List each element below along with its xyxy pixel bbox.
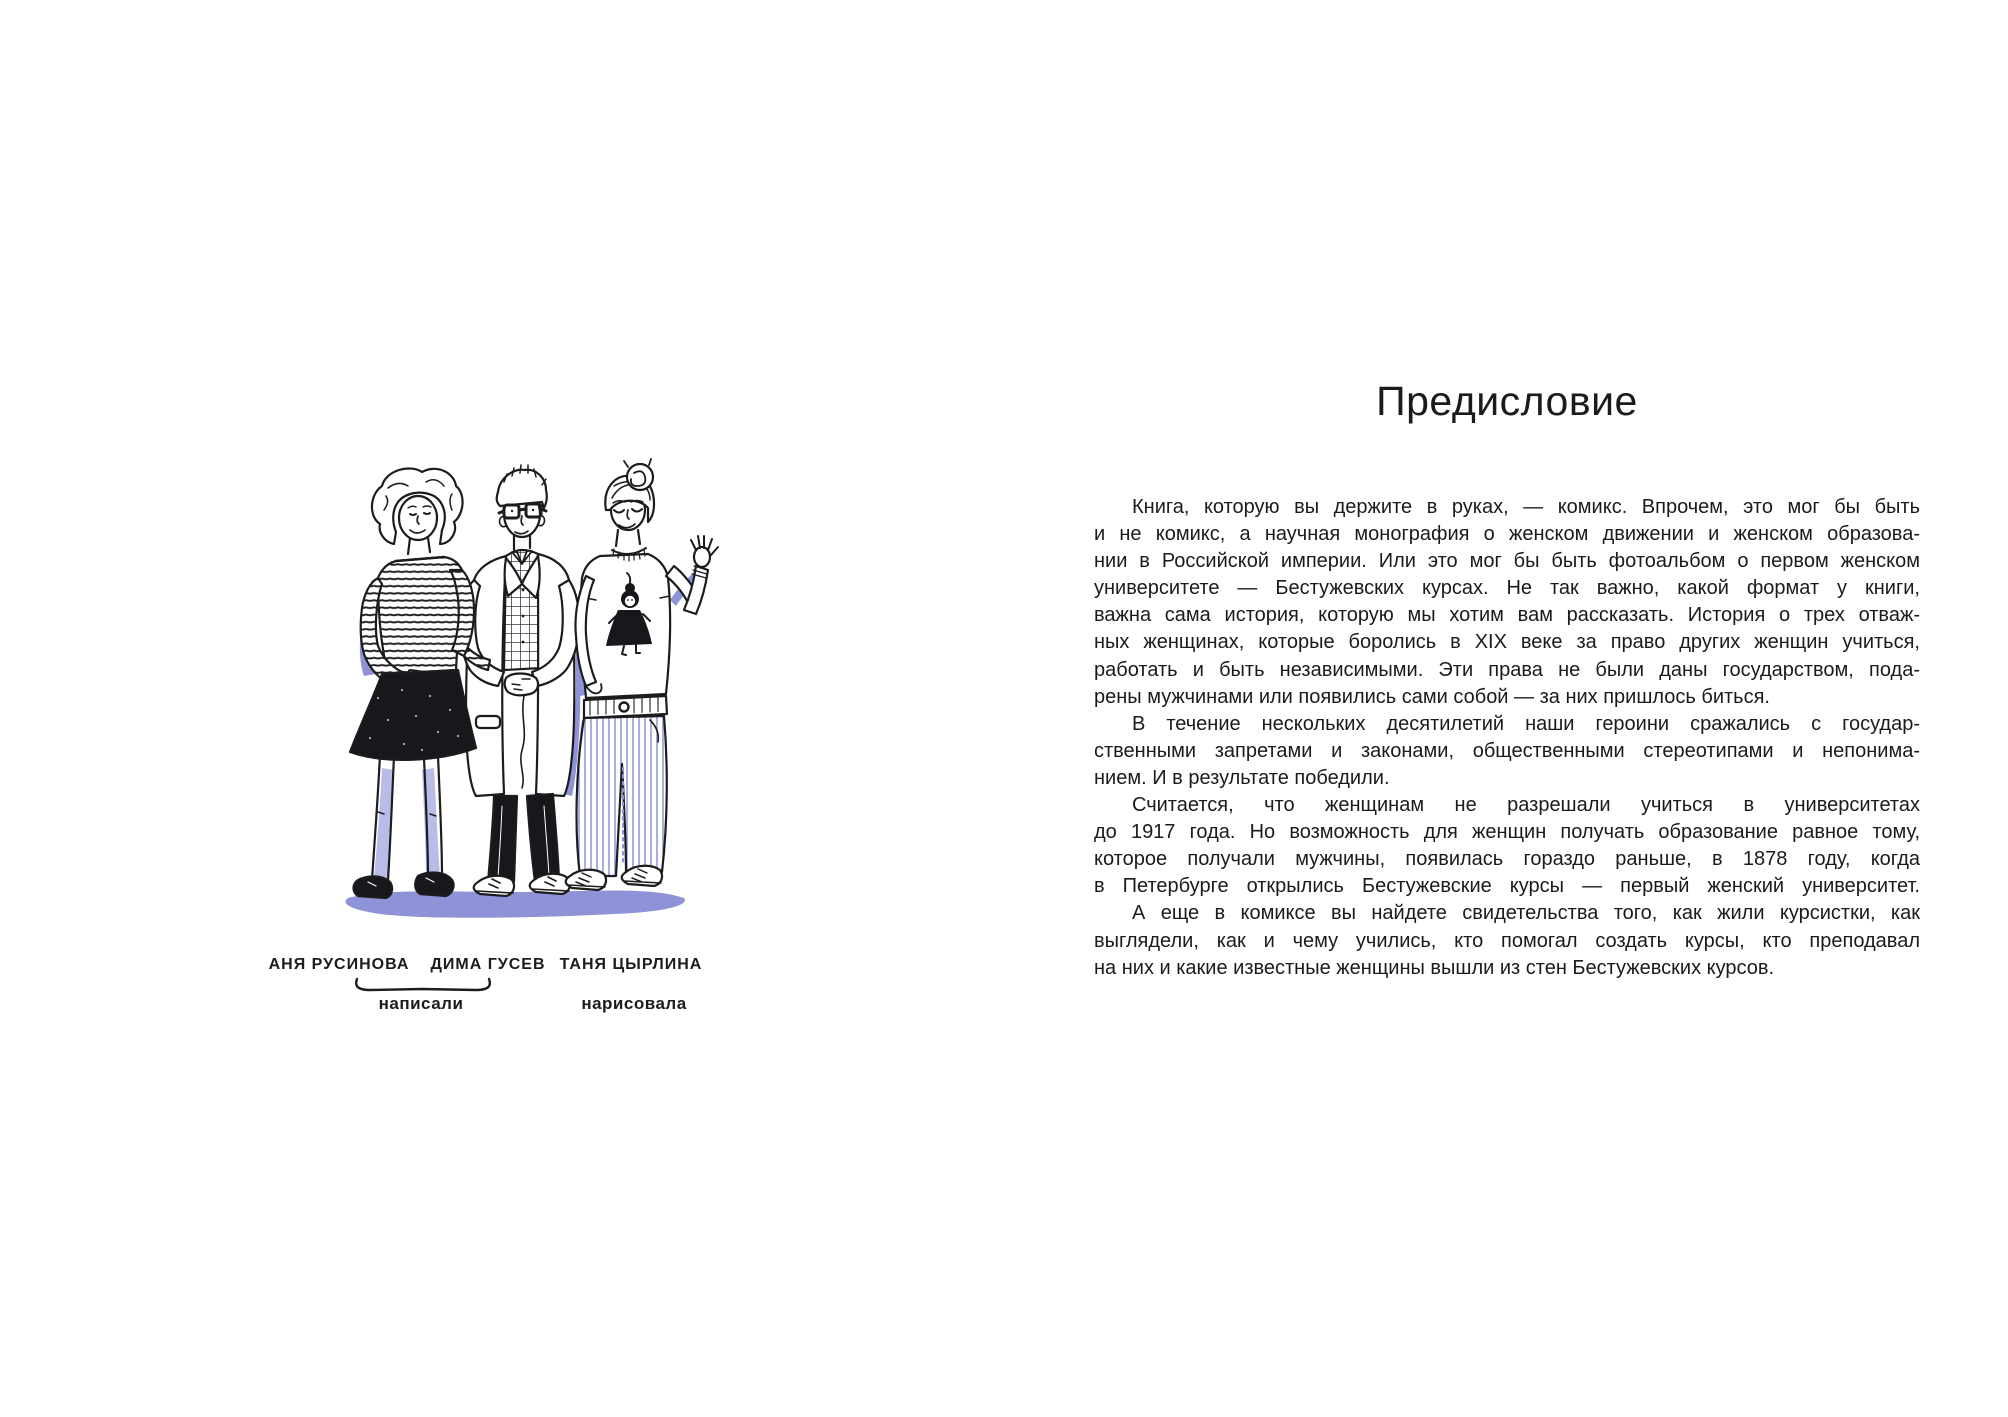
- text-line: и не комикс, а научная монография о женском движении и женском образова-: [1094, 523, 1920, 546]
- brace-underline-icon: [352, 976, 494, 994]
- text-line: нием. И в результате победили.: [1094, 766, 1390, 789]
- text-line: университете — Бестужевских курсах. Не так важно, какой формат у книги,: [1094, 577, 1920, 600]
- text-line: рены мужчинами или появились сами собой — за них пришлось биться.: [1094, 685, 1770, 708]
- text-line: до 1917 года. Но возможность для женщин получать образование равное тому,: [1094, 821, 1920, 844]
- text-line: В течение нескольких десятилетий наши героини сражались с государ-: [1132, 712, 1920, 735]
- preface-paragraphs: [1094, 494, 1920, 982]
- author-name-dima: ДИМА ГУСЕВ: [430, 956, 546, 973]
- paragraph: [1094, 792, 1920, 900]
- text-line: ных женщинах, которые боролись в XIX веке за право других женщин учиться,: [1094, 631, 1920, 654]
- text-line: А еще в комиксе вы найдете свидетельства того, как жили курсистки, как: [1132, 902, 1920, 925]
- right-page: [1004, 0, 2008, 1417]
- text-line: которое получали мужчины, появилась гораздо раньше, в 1878 году, когда: [1094, 848, 1920, 871]
- author-name-anya: АНЯ РУСИНОВА: [268, 956, 410, 973]
- text-line: в Петербурге открылись Бестужевские курсы — первый женский университет.: [1094, 875, 1920, 898]
- paragraph: [1094, 494, 1920, 711]
- page-title: Предисловие: [1376, 378, 1638, 424]
- text-line: нии в Российской империи. Или это мог бы быть фотоальбом о первом женском: [1094, 550, 1920, 573]
- written-by-label: написали: [378, 994, 464, 1013]
- text-line: выглядели, как и чему учились, кто помогал создать курсы, кто преподавал: [1094, 929, 1920, 952]
- illustrated-by-label: нарисовала: [581, 994, 687, 1013]
- text-line: важна сама история, которую мы хотим вам рассказать. История о трех отваж-: [1094, 604, 1920, 627]
- paragraph: [1094, 900, 1920, 981]
- text-line: Считается, что женщинам не разрешали учиться в университетах: [1132, 794, 1920, 817]
- text-line: Книга, которую вы держите в руках, — комикс. Впрочем, это мог бы быть: [1132, 496, 1920, 518]
- text-line: ственными запретами и законами, общественными стереотипами и непонима-: [1094, 739, 1920, 762]
- text-line: на них и какие известные женщины вышли из стен Бестужевских курсов.: [1094, 956, 1775, 979]
- text-line: работать и быть независимыми. Эти права не были даны государством, пода-: [1094, 658, 1920, 681]
- author-name-tanya: ТАНЯ ЦЫРЛИНА: [559, 956, 703, 973]
- paragraph: [1094, 711, 1920, 792]
